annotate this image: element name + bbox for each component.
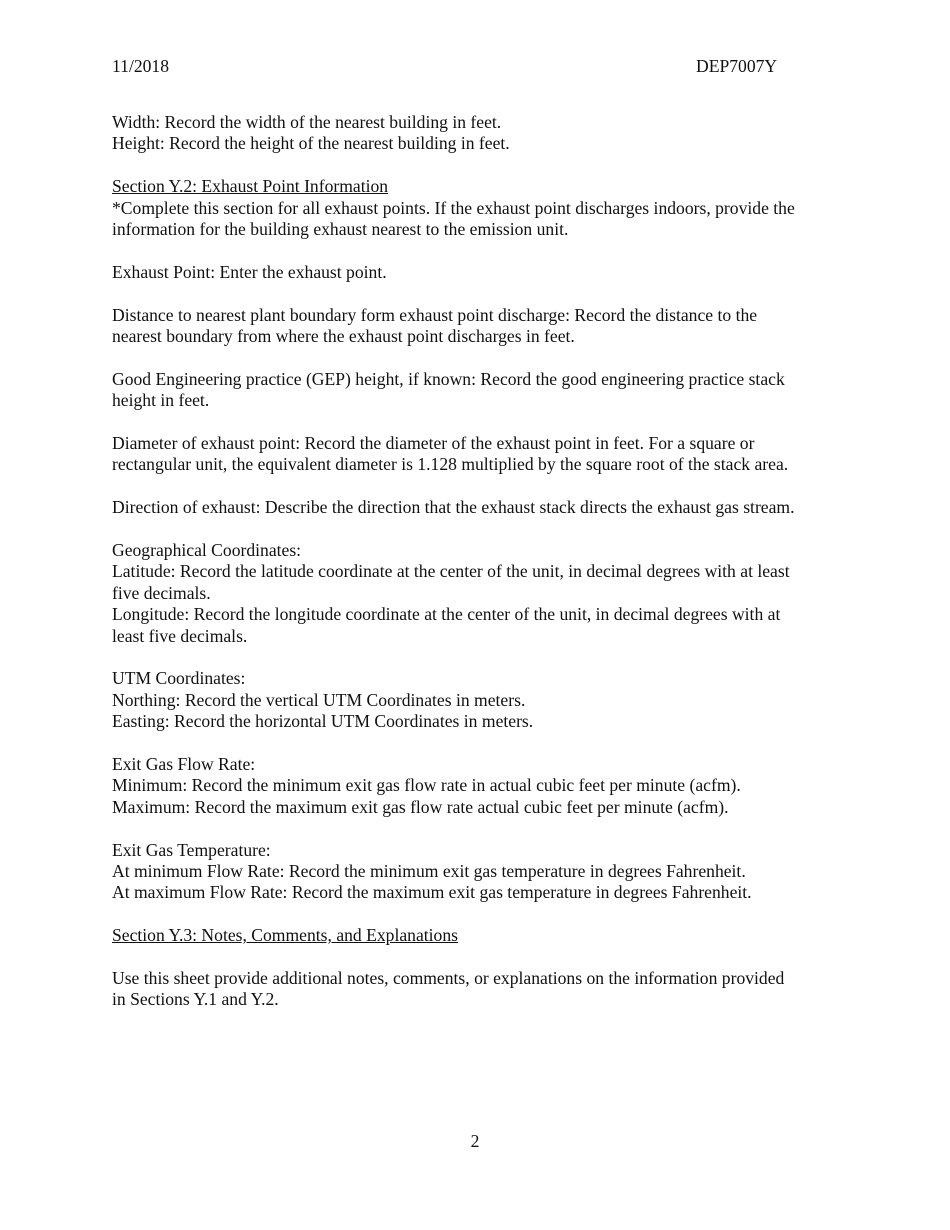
longitude-line-2: least five decimals. [112,625,248,646]
diameter-line-2: rectangular unit, the equivalent diameter is 1.128 multiplied by the square root of the stack area. [112,454,789,475]
easting-line: Easting: Record the horizontal UTM Coordinates in meters. [112,711,534,732]
diameter-paragraph [112,433,842,476]
section-y2-line-2: information for the building exhaust nearest to the emission unit. [112,219,569,240]
building-dimensions-paragraph [112,112,842,155]
exhaust-point-line: Exhaust Point: Enter the exhaust point. [112,261,387,282]
diameter-line-1: Diameter of exhaust point: Record the diameter of the exhaust point in feet. For a square or [112,433,755,454]
distance-paragraph [112,305,842,348]
height-line: Height: Record the height of the nearest building in feet. [112,133,510,154]
section-y3-heading: Section Y.3: Notes, Comments, and Explanations [112,925,458,946]
width-line: Width: Record the width of the nearest building in feet. [112,112,502,132]
section-y2-line-1: *Complete this section for all exhaust points. If the exhaust point discharges indoors, provide the [112,197,795,218]
exit-gas-flow-paragraph [112,754,842,818]
notes-paragraph [112,968,842,1011]
direction-line: Direction of exhaust: Describe the direction that the exhaust stack directs the exhaust gas stream. [112,497,795,518]
temperature-min-line: At minimum Flow Rate: Record the minimum exit gas temperature in degrees Fahrenheit. [112,861,746,882]
header-form-id: DEP7007Y [696,56,778,76]
notes-line-1: Use this sheet provide additional notes, comments, or explanations on the information provided [112,968,785,989]
utm-coordinates-paragraph [112,668,842,732]
direction-paragraph [112,497,842,518]
distance-line-2: nearest boundary from where the exhaust point discharges in feet. [112,326,575,347]
gep-line-1: Good Engineering practice (GEP) height, if known: Record the good engineering practice stack [112,368,785,389]
flow-heading: Exit Gas Flow Rate: [112,754,256,775]
flow-minimum-line: Minimum: Record the minimum exit gas flow rate in actual cubic feet per minute (acfm). [112,775,741,796]
exhaust-point-paragraph [112,262,842,283]
page-number: 2 [470,1131,480,1151]
gep-line-2: height in feet. [112,390,210,411]
flow-maximum-line: Maximum: Record the maximum exit gas flow rate actual cubic feet per minute (acfm). [112,796,729,817]
document-body [112,112,842,1011]
northing-line: Northing: Record the vertical UTM Coordinates in meters. [112,689,526,710]
gep-paragraph [112,369,842,412]
longitude-line-1: Longitude: Record the longitude coordinate at the center of the unit, in decimal degrees with at [112,604,781,625]
geographical-coordinates-paragraph [112,540,842,647]
distance-line-1: Distance to nearest plant boundary form exhaust point discharge: Record the distance to the [112,304,758,325]
latitude-line-2: five decimals. [112,582,211,603]
header-date: 11/2018 [112,56,170,76]
section-y2 [112,176,842,240]
geo-heading: Geographical Coordinates: [112,540,302,561]
notes-line-2: in Sections Y.1 and Y.2. [112,989,279,1010]
latitude-line-1: Latitude: Record the latitude coordinate at the center of the unit, in decimal degrees with at least [112,561,790,582]
utm-heading: UTM Coordinates: [112,668,246,689]
exit-gas-temperature-paragraph [112,840,842,904]
temperature-max-line: At maximum Flow Rate: Record the maximum exit gas temperature in degrees Fahrenheit. [112,882,752,903]
temperature-heading: Exit Gas Temperature: [112,839,271,860]
section-y3 [112,925,842,946]
section-y2-heading: Section Y.2: Exhaust Point Information [112,176,389,197]
